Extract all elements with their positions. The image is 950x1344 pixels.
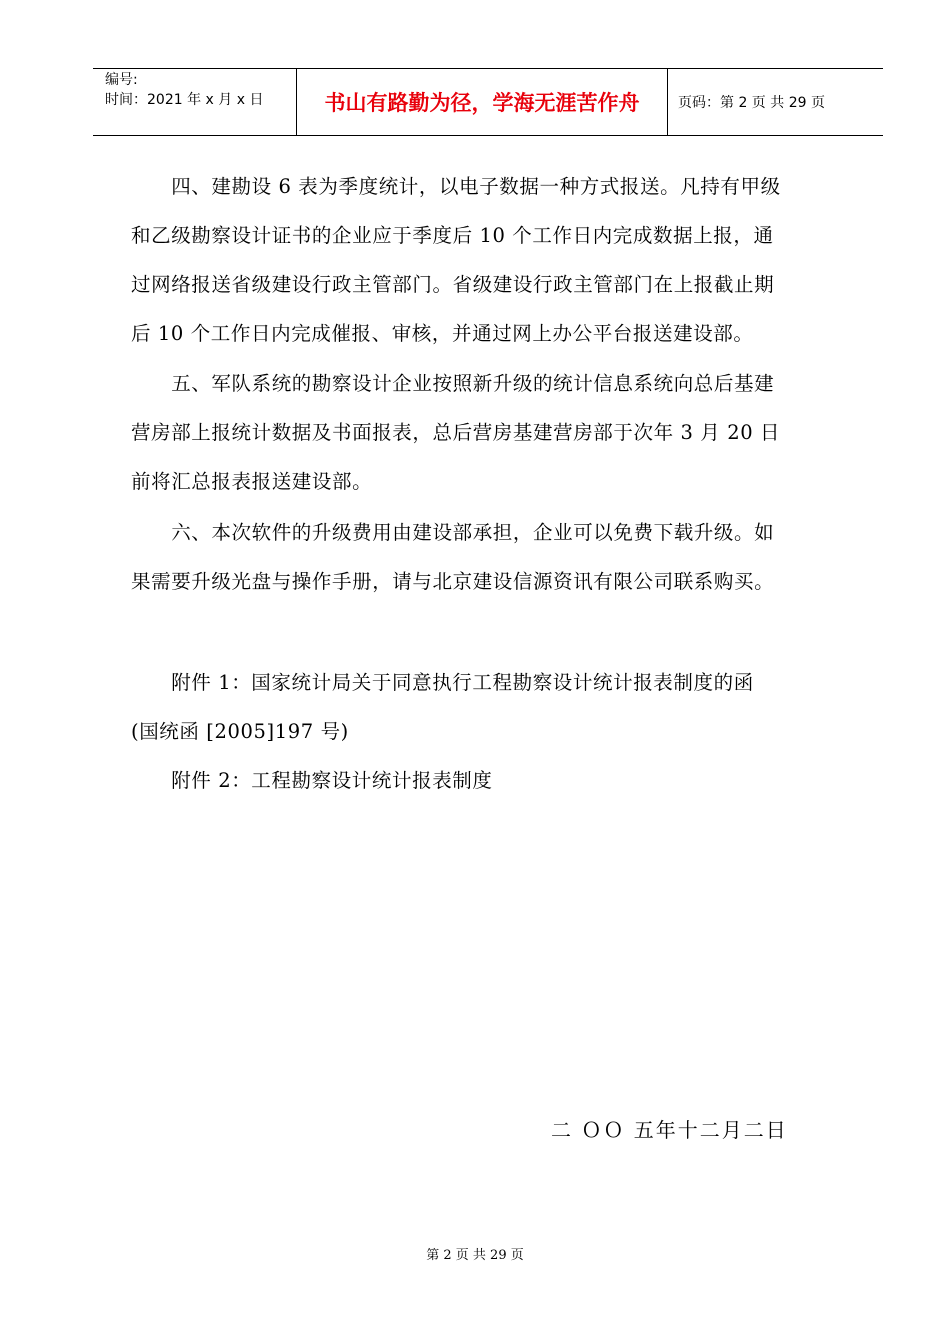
paragraph-line: 四、建勘设 6 表为季度统计，以电子数据一种方式报送。凡持有甲级 bbox=[131, 175, 781, 198]
paragraph-line: 后 10 个工作日内完成催报、审核，并通过网上办公平台报送建设部。 bbox=[131, 322, 754, 345]
header-meta-cell bbox=[93, 69, 296, 135]
attachment-line: (国统函 [2005]197 号) bbox=[131, 720, 349, 743]
paragraph-line: 过网络报送省级建设行政主管部门。省级建设行政主管部门在上报截止期 bbox=[131, 273, 775, 296]
signature-date: 二 ＯＯ 五年十二月二日 bbox=[551, 1118, 788, 1142]
paragraph-line: 和乙级勘察设计证书的企业应于季度后 10 个工作日内完成数据上报，通 bbox=[131, 224, 774, 247]
paragraph-line: 六、本次软件的升级费用由建设部承担，企业可以免费下载升级。如 bbox=[131, 521, 775, 544]
paragraph-line: 五、军队系统的勘察设计企业按照新升级的统计信息系统向总后基建 bbox=[131, 372, 775, 395]
attachment-two: 附件 2：工程勘察设计统计报表制度 bbox=[131, 769, 493, 792]
paragraph-six bbox=[131, 508, 851, 606]
paragraph-four bbox=[131, 162, 851, 358]
header-page-code: 页码：第 2 页 共 29 页 bbox=[678, 95, 825, 111]
header-motto: 书山有路勤为径，学海无涯苦作舟 bbox=[324, 91, 640, 115]
footer-page-number: 第 2 页 共 29 页 bbox=[426, 1248, 524, 1263]
paragraph-five bbox=[131, 359, 851, 506]
attachment-line: 附件 1：国家统计局关于同意执行工程勘察设计统计报表制度的函 bbox=[131, 671, 754, 694]
paragraph-line: 营房部上报统计数据及书面报表，总后营房基建营房部于次年 3 月 20 日 bbox=[131, 421, 781, 444]
attachment-one bbox=[131, 658, 851, 756]
document-time-label: 时间：2021 年 x 月 x 日 bbox=[105, 92, 264, 108]
document-header bbox=[93, 68, 883, 136]
header-page-cell bbox=[668, 69, 883, 135]
header-motto-cell bbox=[296, 69, 668, 135]
paragraph-line: 果需要升级光盘与操作手册，请与北京建设信源资讯有限公司联系购买。 bbox=[131, 570, 775, 593]
document-number-label: 编号: bbox=[105, 72, 138, 88]
paragraph-line: 前将汇总报表报送建设部。 bbox=[131, 470, 373, 493]
